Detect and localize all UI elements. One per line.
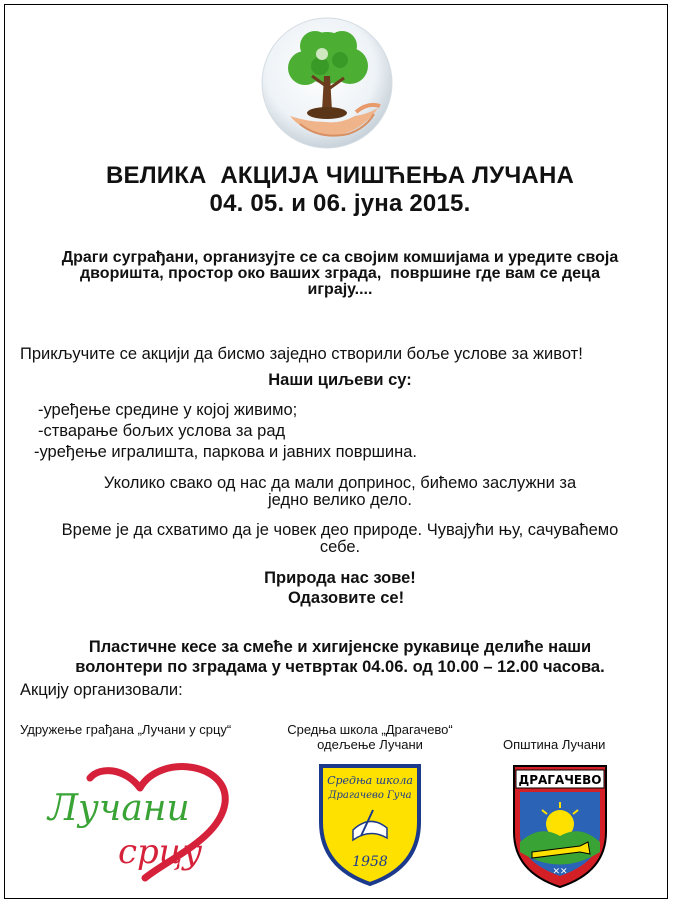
nature-line: Време је да схватимо да је човек део природе. Чуваjући њу, сачуваћемо [61,521,619,539]
municipality-coat-of-arms [510,762,610,890]
distribution-line: волонтери по зградама у четвртак 04.06. од 10.00 – 12.00 часова. [75,658,605,676]
school-logo-year: 1958 [352,854,388,870]
municipality-banner-text: ДРАГАЧЕВО [518,773,602,787]
goals-heading: Наши циљеви су: [268,371,412,389]
title-dates: 04. 05. и 06. јуна 2015. [209,190,471,217]
school-shield-logo [315,762,425,887]
goal-item: -уређење средине у којој живимо; [38,401,298,419]
contribution-line: Уколико свако од нас да мали допринос, бићемо заслужни за [103,474,577,492]
nature-text [20,522,660,556]
goals-list [34,400,638,463]
organizer-association: Удружење грађана „Лучани у срцу“ [20,722,232,737]
intro-line: Драги суграђани, организујте се са својим комшијама и уредите своја [61,249,619,266]
intro-paragraph [20,250,660,298]
school-logo-name: Драгачево Гуча [328,790,412,801]
organizer-school [270,722,470,752]
lucani-u-srcu-logo [40,758,240,883]
join-text: Прикључите се акцији да бисмо заједно створили боље услове за живот! [20,345,583,363]
intro-line: играју.... [307,281,373,298]
contribution-text [20,475,660,509]
slogan-line: Одазовите се! [287,589,405,607]
slogan-line: Природа нас зове! [264,569,416,587]
distribution-notice [20,637,660,677]
intro-line: дворишта, простор око ваших зграда, површине где вам се деца [80,265,600,282]
tree-hands-emblem [260,16,395,151]
school-caption-line: одељење Лучани [317,737,423,752]
organizers-heading: Акцију организовали: [20,681,183,699]
school-caption-line: Средња школа „Драгачево“ [287,722,453,737]
event-title [20,162,660,218]
school-logo-top-text: Средња школа [327,774,413,787]
goal-item: -стварање бољих услова за рад [38,422,286,440]
distribution-line: Пластичне кесе за смеће и хигијенске рукавице делиће наши [88,638,592,656]
slogan [20,568,660,608]
municipality-ornament: ✕✕ [552,867,568,877]
title-line-1: ВЕЛИКА АКЦИЈА ЧИШЋЕЊА ЛУЧАНА [105,162,575,189]
srcu-logo-text: срцу [118,832,203,872]
organizer-municipality: Општина Лучани [503,737,606,752]
contribution-line: једно велико дело. [267,491,413,509]
nature-line: себе. [319,538,361,556]
lucani-logo-text: Лучани [48,788,190,829]
goal-item: -уређење игралишта, паркова и јавних површина. [34,443,417,461]
